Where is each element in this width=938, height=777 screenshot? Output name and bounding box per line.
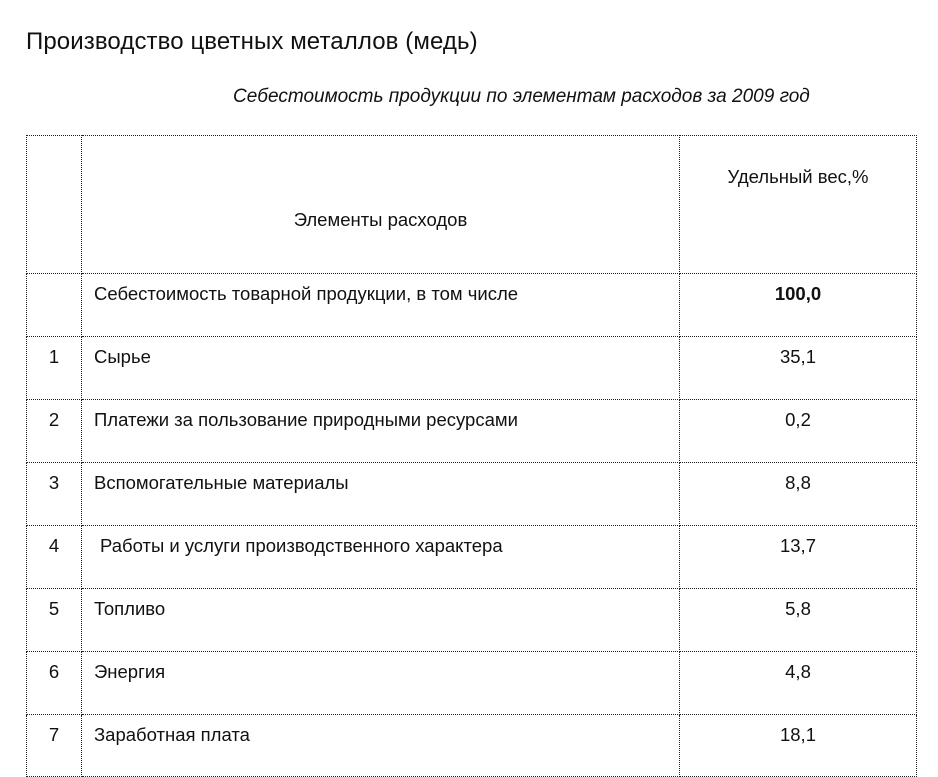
table-header-row bbox=[27, 136, 917, 274]
row-share-value: 8,8 bbox=[680, 463, 917, 526]
table-row bbox=[27, 463, 917, 526]
table-row bbox=[27, 526, 917, 589]
total-row-label: Себестоимость товарной продукции, в том числе bbox=[82, 274, 680, 337]
total-row-number bbox=[27, 274, 82, 337]
row-number: 7 bbox=[27, 715, 82, 777]
row-number: 6 bbox=[27, 652, 82, 715]
cost-structure-table bbox=[26, 135, 917, 777]
document-title: Производство цветных металлов (медь) bbox=[26, 28, 478, 55]
row-share-value: 4,8 bbox=[680, 652, 917, 715]
table-row bbox=[27, 589, 917, 652]
table-caption: Себестоимость продукции по элементам расходов за 2009 год bbox=[233, 86, 810, 107]
table-row bbox=[27, 715, 917, 777]
row-expense-element: Вспомогательные материалы bbox=[82, 463, 680, 526]
row-share-value: 18,1 bbox=[680, 715, 917, 777]
row-number: 1 bbox=[27, 337, 82, 400]
row-number: 5 bbox=[27, 589, 82, 652]
header-expense-elements: Элементы расходов bbox=[82, 136, 680, 274]
table-row bbox=[27, 652, 917, 715]
row-number: 4 bbox=[27, 526, 82, 589]
row-number: 3 bbox=[27, 463, 82, 526]
row-number: 2 bbox=[27, 400, 82, 463]
total-row bbox=[27, 274, 917, 337]
table-row bbox=[27, 337, 917, 400]
row-expense-element: Энергия bbox=[82, 652, 680, 715]
row-share-value: 5,8 bbox=[680, 589, 917, 652]
header-number-cell bbox=[27, 136, 82, 274]
row-share-value: 13,7 bbox=[680, 526, 917, 589]
row-share-value: 0,2 bbox=[680, 400, 917, 463]
row-share-value: 35,1 bbox=[680, 337, 917, 400]
row-expense-element: Работы и услуги производственного характера bbox=[82, 526, 680, 589]
row-expense-element: Сырье bbox=[82, 337, 680, 400]
table-row bbox=[27, 400, 917, 463]
row-expense-element: Заработная плата bbox=[82, 715, 680, 777]
row-expense-element: Топливо bbox=[82, 589, 680, 652]
total-row-value: 100,0 bbox=[680, 274, 917, 337]
header-share-percent: Удельный вес,% bbox=[680, 136, 917, 274]
row-expense-element: Платежи за пользование природными ресурсами bbox=[82, 400, 680, 463]
